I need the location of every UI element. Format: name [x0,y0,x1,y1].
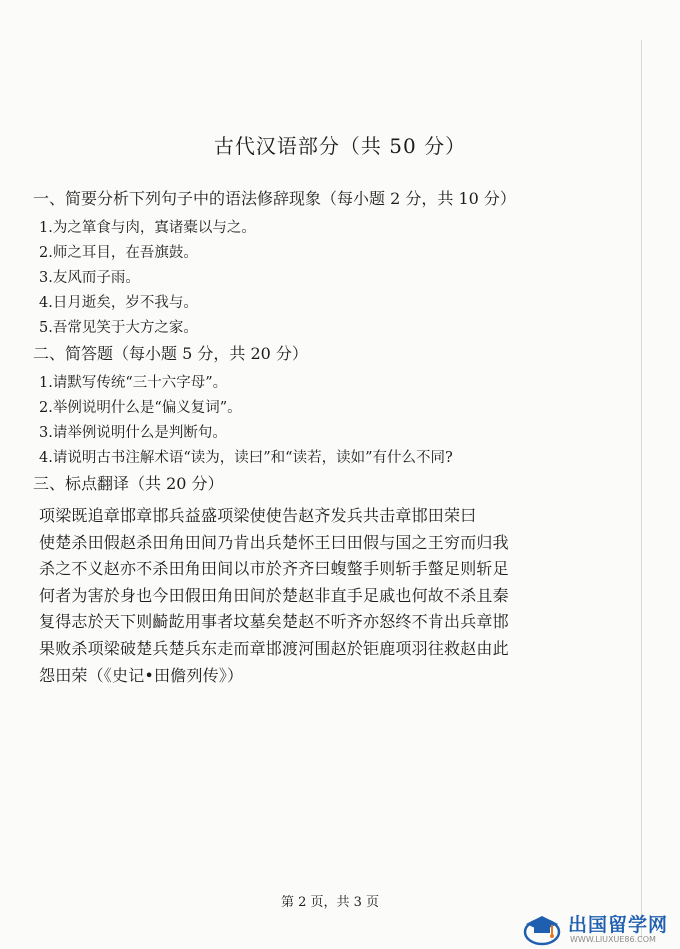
section-1-item-4: 4.日月逝矣，岁不我与。 [39,295,198,311]
translation-passage [39,503,629,689]
passage-line: 何者为害於身也今田假田角田间於楚赵非直手足戚也何故不杀且秦 [39,585,509,605]
section-1-item-2: 2.师之耳目，在吾旗鼓。 [39,245,198,261]
section-2-item-3: 3.请举例说明什么是判断句。 [39,425,227,441]
passage-line: 杀之不义赵亦不杀田角田间以市於齐齐曰蝮螫手则斩手螫足则斩足 [39,559,509,579]
section-1-item-3: 3.友风而子雨。 [39,270,140,286]
section-1-item-5: 5.吾常见笑于大方之家。 [39,320,198,336]
passage-line: 果败杀项梁破楚兵楚兵东走而章邯渡河围赵於钜鹿项羽往救赵由此 [39,638,509,658]
scan-edge-line [641,40,642,940]
section-3-heading: 三、标点翻译（共 20 分） [33,474,224,493]
section-2-heading: 二、简答题（每小题 5 分，共 20 分） [33,344,308,363]
watermark-logo [518,908,680,949]
page-title: 古代汉语部分（共 50 分） [213,134,467,158]
passage-line: 复得志於天下则齮龁用事者坟墓矣楚赵不听齐亦怒终不肯出兵章邯 [39,612,509,632]
passage-line: 使楚杀田假赵杀田角田间乃肯出兵楚怀王曰田假与国之王穷而归我 [39,532,509,552]
watermark-name: 出国留学网 [568,914,669,936]
graduation-cap-icon [522,910,562,946]
passage-line: 怨田荣（《史记•田儋列传》） [39,665,244,685]
watermark-url: WWW.LIUXUE86.COM [570,935,656,944]
section-1-item-1: 1.为之箪食与肉，寘诸橐以与之。 [39,220,256,236]
section-2-item-1: 1.请默写传统“三十六字母”。 [39,375,228,391]
section-2-item-4: 4.请说明古书注解术语“读为，读曰”和“读若，读如”有什么不同? [39,450,453,466]
page-number: 第 2 页，共 3 页 [280,895,380,910]
passage-line: 项梁既追章邯章邯兵益盛项梁使使告赵齐发兵共击章邯田荣曰 [39,506,477,525]
section-1-heading: 一、简要分析下列句子中的语法修辞现象（每小题 2 分，共 10 分） [33,189,516,208]
section-2-item-2: 2.举例说明什么是“偏义复词”。 [39,400,242,416]
